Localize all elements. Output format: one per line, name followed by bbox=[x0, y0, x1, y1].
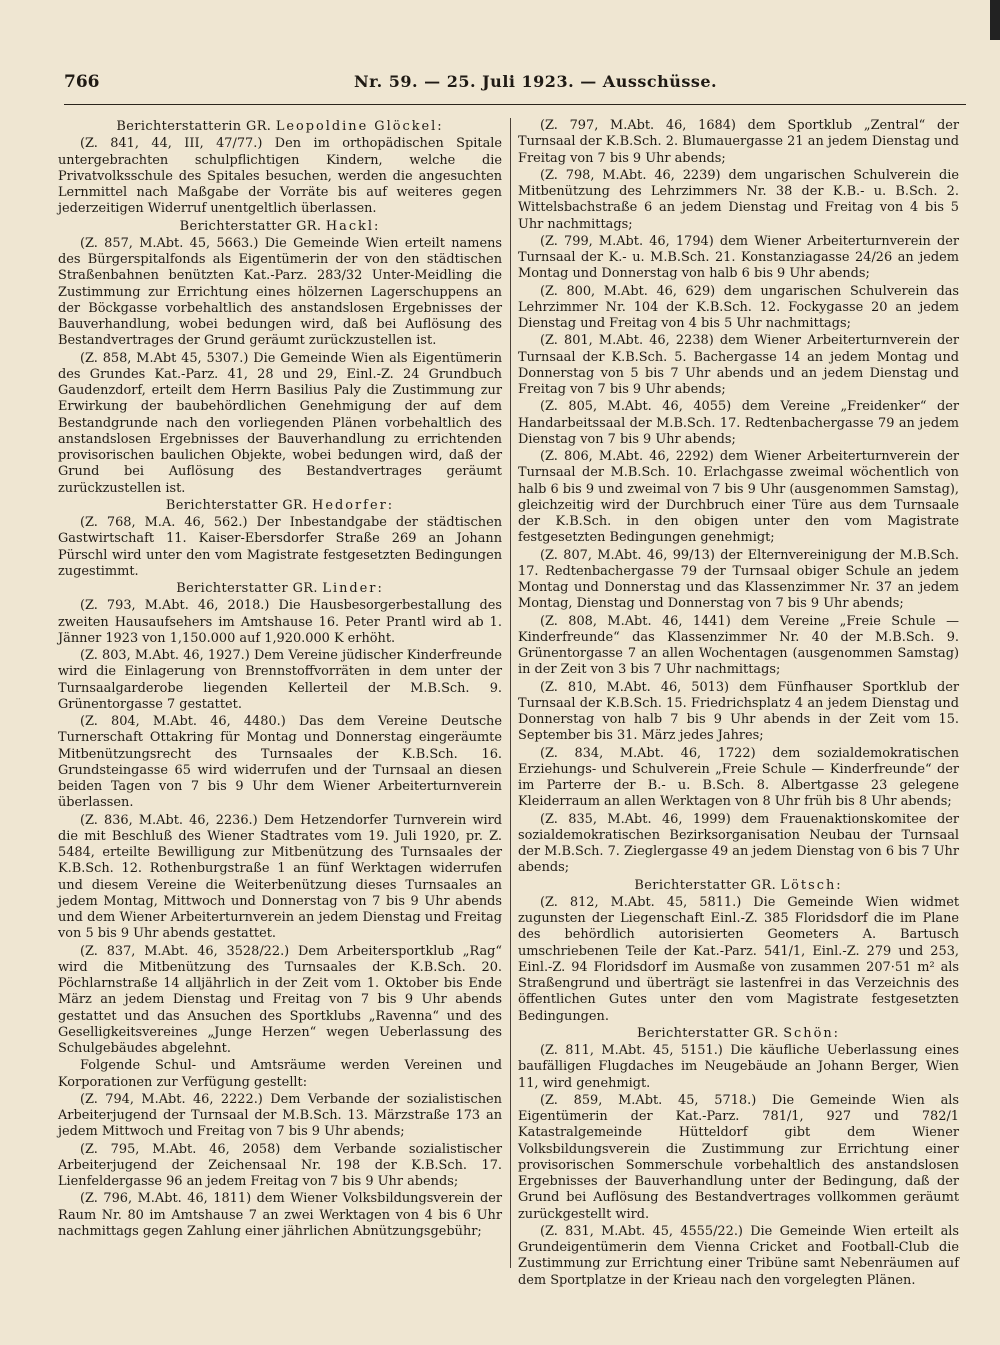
resolution-paragraph: (Z. 806, M.Abt. 46, 2292) dem Wiener Arbeiterturnverein der Turnsaal der M.B.Sch. 10. Erlachgasse zweimal wöchentlich von halb 6 bis 9 und zweimal von 7 bis 9 Uhr (ausgenommen Samstag), gleichzeitig wird der Durchbruch einer Türe aus dem Turnsaale der K.B.Sch. in den obigen unter den vom Magistrate festgesetzten Bedingungen genehmigt; bbox=[518, 449, 960, 546]
right-column bbox=[518, 118, 959, 1290]
reporter-heading bbox=[518, 1026, 959, 1042]
reporter-name: Linder: bbox=[322, 581, 384, 596]
header-rule bbox=[64, 104, 966, 105]
reporter-role: Berichterstatter GR. bbox=[165, 497, 308, 513]
resolution-paragraph: (Z. 857, M.Abt. 45, 5663.) Die Gemeinde Wien erteilt namens des Bürgerspitalfonds als Eigentümerin der von den städtischen Straßenbahnen benützten Kat.-Parz. 283/32 Unter-Meidling die Zustimmung zur Errichtung eines hölzernen Lagerschuppens an der Böckgasse vorbehaltlich des anstandslosen Ergebnisses der Bauverhandlung, wobei bedungen wird, daß bei Auflösung des Bestandvertrages der Grund geräumt zurückzustellen ist. bbox=[58, 235, 502, 349]
resolution-paragraph: (Z. 831, M.Abt. 45, 4555/22.) Die Gemeinde Wien erteilt als Grundeigentümerin dem Vienna Cricket and Football-Club die Zustimmung zur Errichtung einer Tribüne samt Nebenräumen auf dem Sportplatze in der Krieau nach den vorgelegten Plänen. bbox=[518, 1223, 959, 1288]
reporter-role: Berichterstatter GR. bbox=[634, 877, 777, 893]
resolution-paragraph: (Z. 859, M.Abt. 45, 5718.) Die Gemeinde Wien als Eigentümerin der Kat.-Parz. 781/1, 927 und 782/1 Katastralgemeinde Hütteldorf gibt dem Wiener Volksbildungsverein die Zustimmung zur Errichtung einer provisorischen Sommerschule vorbehaltlich des anstandslosen Ergebnisses der Bauverhandlung unter der Bedingung, daß der Grund bei Auflösung des Bestandvertrages vollkommen geräumt zurückgestellt wird. bbox=[518, 1092, 959, 1222]
resolution-paragraph: (Z. 801, M.Abt. 46, 2238) dem Wiener Arbeiterturnverein der Turnsaal der K.B.Sch. 5. Bachergasse 14 an jedem Montag und Donnerstag von 5 bis 7 Uhr abends und an jedem Dienstag und Freitag von 7 bis 9 Uhr abends; bbox=[518, 333, 959, 397]
resolution-paragraph: (Z. 795, M.Abt. 46, 2058) dem Verbande sozialistischer Arbeiterjugend der Zeichensaal Nr. 198 der K.B.Sch. 17. Lienfeldergasse 96 an jedem Freitag von 7 bis 9 Uhr abends; bbox=[58, 1141, 502, 1189]
resolution-paragraph: (Z. 768, M.A. 46, 562.) Der Inbestandgabe der städtischen Gastwirtschaft 11. Kaiser-Ebersdorfer Straße 269 an Johann Pürschl wird unter den vom Magistrate festgesetzten Bedingungen zugestimmt. bbox=[58, 515, 502, 579]
resolution-paragraph: (Z. 793, M.Abt. 46, 2018.) Die Hausbesorgerbestallung des zweiten Hausaufsehers im Amtshause 16. Peter Prantl wird ab 1. Jänner 1923 von 1,150.000 auf 1,920.000 K erhöht. bbox=[58, 598, 502, 646]
resolution-paragraph: (Z. 810, M.Abt. 46, 5013) dem Fünfhauser Sportklub der Turnsaal der K.B.Sch. 15. Friedrichsplatz 4 an jedem Dienstag und Donnerstag von halb 7 bis 9 Uhr abends in der Zeit vom 15. September bis 31. März jedes Jahres; bbox=[518, 679, 959, 744]
resolution-paragraph: Folgende Schul- und Amtsräume werden Vereinen und Korporationen zur Verfügung gestellt: bbox=[58, 1058, 502, 1090]
reporter-name: Hedorfer: bbox=[312, 497, 395, 513]
reporter-name: Schön: bbox=[783, 1025, 840, 1041]
reporter-heading bbox=[58, 219, 502, 235]
left-column bbox=[58, 118, 502, 1241]
reporter-role: Berichterstatter GR. bbox=[176, 581, 318, 596]
reporter-heading bbox=[58, 581, 502, 597]
resolution-paragraph: (Z. 796, M.Abt. 46, 1811) dem Wiener Volksbildungsverein der Raum Nr. 80 im Amtshause 7 an zwei Werktagen von 4 bis 6 Uhr nachmittags gegen Zahlung einer jährlichen Abnützungsgebühr; bbox=[58, 1191, 502, 1239]
reporter-role: Berichterstatterin GR. bbox=[116, 119, 272, 134]
resolution-paragraph: (Z. 858, M.Abt 45, 5307.) Die Gemeinde Wien als Eigentümerin des Grundes Kat.-Parz. 41, 28 und 29, Einl.-Z. 24 Grundbuch Gaudenzdorf, erteilt dem Herrn Basilius Paly die Zustimmung zur Erwirkung der baubehördlichen Genehmigung der auf dem Bestandgrunde nach den vorliegenden Plänen vorbehaltlich des anstandslosen Ergebnisses der Bauverhandlung zu errichtenden provisorischen baulichen Objekte, wobei bedungen wird, daß der Grund bei Auflösung des Bestandvertrages geräumt zurückzustellen ist. bbox=[58, 350, 502, 496]
resolution-paragraph: (Z. 808, M.Abt. 46, 1441) dem Vereine „Freie Schule — Kinderfreunde“ das Klassenzimmer Nr. 40 der M.B.Sch. 9. Grünentorgasse 7 an allen Wochentagen (ausgenommen Samstag) in der Zeit von 3 bis 7 Uhr nachmittags; bbox=[518, 613, 959, 678]
resolution-paragraph: (Z. 797, M.Abt. 46, 1684) dem Sportklub „Zentral“ der Turnsaal der K.B.Sch. 2. Blumauergasse 21 an jedem Dienstag und Freitag von 7 bis 9 Uhr abends; bbox=[518, 118, 959, 166]
reporter-name: Lötsch: bbox=[780, 877, 843, 893]
resolution-paragraph: (Z. 812, M.Abt. 45, 5811.) Die Gemeinde Wien widmet zugunsten der Liegenschaft Einl.-Z. 385 Floridsdorf die im Plane des behördlich autorisierten Geometers A. Bartusch umschriebenen Teile der Kat.-Parz. 541/1, Einl.-Z. 279 und 253, Einl.-Z. 94 Floridsdorf im Ausmaße von zusammen 207·51 m² als Straßengrund und überträgt sie lastenfrei in das Verzeichnis des öffentlichen Gutes unter den vom Magistrate festgesetzten Bedingungen. bbox=[518, 894, 959, 1024]
resolution-paragraph: (Z. 834, M.Abt. 46, 1722) dem sozialdemokratischen Erziehungs- und Schulverein „Freie Schule — Kinderfreunde“ der im Parterre der B.- u. B.Sch. 8. Albertgasse 23 gelegene Kleiderraum an allen Werktagen von 8 Uhr früh bis 8 Uhr abends; bbox=[518, 745, 959, 810]
resolution-paragraph: (Z. 835, M.Abt. 46, 1999) dem Frauenaktionskomitee der sozialdemokratischen Bezirksorganisation Neubau der Turnsaal der M.B.Sch. 7. Zieglergasse 49 an jedem Dienstag von 6 bis 7 Uhr abends; bbox=[518, 811, 959, 876]
reporter-heading bbox=[518, 878, 959, 894]
resolution-paragraph: (Z. 798, M.Abt. 46, 2239) dem ungarischen Schulverein die Mitbenützung des Lehrzimmers Nr. 38 der K.B.- u. B.Sch. 2. Wittelsbachstraße 6 an jedem Dienstag und Freitag von 4 bis 5 Uhr nachmittags; bbox=[518, 167, 959, 232]
resolution-paragraph: (Z. 805, M.Abt. 46, 4055) dem Vereine „Freidenker“ der Handarbeitssaal der M.B.Sch. 17. Redtenbachergasse 79 an jedem Dienstag von 7 bis 9 Uhr abends; bbox=[518, 399, 959, 447]
reporter-name: Hackl: bbox=[325, 218, 381, 234]
resolution-paragraph: (Z. 804, M.Abt. 46, 4480.) Das dem Vereine Deutsche Turnerschaft Ottakring für Montag und Donnerstag eingeräumte Mitbenützungsrecht des Turnsaales der K.B.Sch. 16. Grundsteingasse 65 wird widerrufen und der Turnsaal an diesen beiden Tagen von 7 bis 9 Uhr dem Wiener Arbeiterturnverein überlassen. bbox=[58, 714, 502, 811]
running-head bbox=[64, 72, 966, 96]
reporter-name: Leopoldine Glöckel: bbox=[275, 119, 444, 134]
resolution-paragraph: (Z. 836, M.Abt. 46, 2236.) Dem Hetzendorfer Turnverein wird die mit Beschluß des Wiener Stadtrates vom 19. Juli 1920, pr. Z. 5484, erteilte Bewilligung zur Mitbenützung des Turnsaales der K.B.Sch. 12. Rothenburgstraße 1 an fünf Werktagen widerrufen und diesem Vereine die Weiterbenützung dieses Turnsaales an jedem Montag, Mittwoch und Donnerstag von 7 bis 9 Uhr abends und dem Wiener Arbeiterturnverein an jedem Dienstag und Freitag von 5 bis 9 Uhr abends gestattet. bbox=[58, 812, 502, 942]
scan-edge-mark bbox=[990, 0, 1000, 40]
resolution-paragraph: (Z. 799, M.Abt. 46, 1794) dem Wiener Arbeiterturnverein der Turnsaal der K.- u. M.B.Sch. 21. Konstanziagasse 24/26 an jedem Montag und Donnerstag von halb 6 bis 9 Uhr abends; bbox=[518, 233, 959, 282]
resolution-paragraph: (Z. 803, M.Abt. 46, 1927.) Dem Vereine jüdischer Kinderfreunde wird die Einlagerung von Brennstoffvorräten in dem unter der Turnsaalgarderobe liegenden Kellerteil der M.B.Sch. 9. Grünentorgasse 7 gestattet. bbox=[58, 648, 502, 712]
reporter-heading bbox=[58, 119, 502, 135]
reporter-role: Berichterstatter GR. bbox=[637, 1025, 779, 1041]
reporter-heading bbox=[58, 498, 502, 514]
resolution-paragraph: (Z. 837, M.Abt. 46, 3528/22.) Dem Arbeitersportklub „Rag“ wird die Mitbenützung des Turnsaales der K.B.Sch. 20. Pöchlarnstraße 14 alljährlich in der Zeit vom 1. Oktober bis Ende März an jedem Dienstag und Freitag von 7 bis 9 Uhr abends gestattet und das Ansuchen des Sportklubs „Ravenna“ und des Geselligkeitsvereines „Junge Herzen“ wegen Ueberlassung des Schulgebäudes abgelehnt. bbox=[58, 943, 502, 1056]
resolution-paragraph: (Z. 800, M.Abt. 46, 629) dem ungarischen Schulverein das Lehrzimmer Nr. 104 der K.B.Sch. 12. Fockygasse 20 an jedem Dienstag und Freitag von 4 bis 5 Uhr nachmittags; bbox=[518, 283, 959, 331]
resolution-paragraph: (Z. 807, M.Abt. 46, 99/13) der Elternvereinigung der M.B.Sch. 17. Redtenbachergasse 79 der Turnsaal obiger Schule an jedem Montag und Donnerstag und das Klassenzimmer Nr. 37 an jedem Montag, Dienstag und Donnerstag von 7 bis 9 Uhr abends; bbox=[518, 547, 959, 612]
page-number: 766 bbox=[64, 72, 100, 92]
resolution-paragraph: (Z. 841, 44, III, 47/77.) Den im orthopädischen Spitale untergebrachten schulpflichtigen Kindern, welche die Privatvolksschule des Spitales besuchen, werden die angesuchten Lernmittel nach Maßgabe der Vorräte bis auf weiteres gegen jederzeitigen Widerruf unentgeltlich überlassen. bbox=[58, 136, 502, 217]
resolution-paragraph: (Z. 794, M.Abt. 46, 2222.) Dem Verbande der sozialistischen Arbeiterjugend der Turnsaal der M.B.Sch. 13. Märzstraße 173 an jedem Mittwoch und Freitag von 7 bis 9 Uhr abends; bbox=[58, 1091, 502, 1140]
resolution-paragraph: (Z. 811, M.Abt. 45, 5151.) Die käufliche Ueberlassung eines baufälligen Flugdaches im Neugebäude an Johann Berger, Wien 11, wird genehmigt. bbox=[518, 1043, 959, 1091]
reporter-role: Berichterstatter GR. bbox=[179, 218, 322, 234]
column-divider bbox=[510, 118, 511, 1268]
running-title: Nr. 59. — 25. Juli 1923. — Ausschüsse. bbox=[354, 72, 718, 91]
